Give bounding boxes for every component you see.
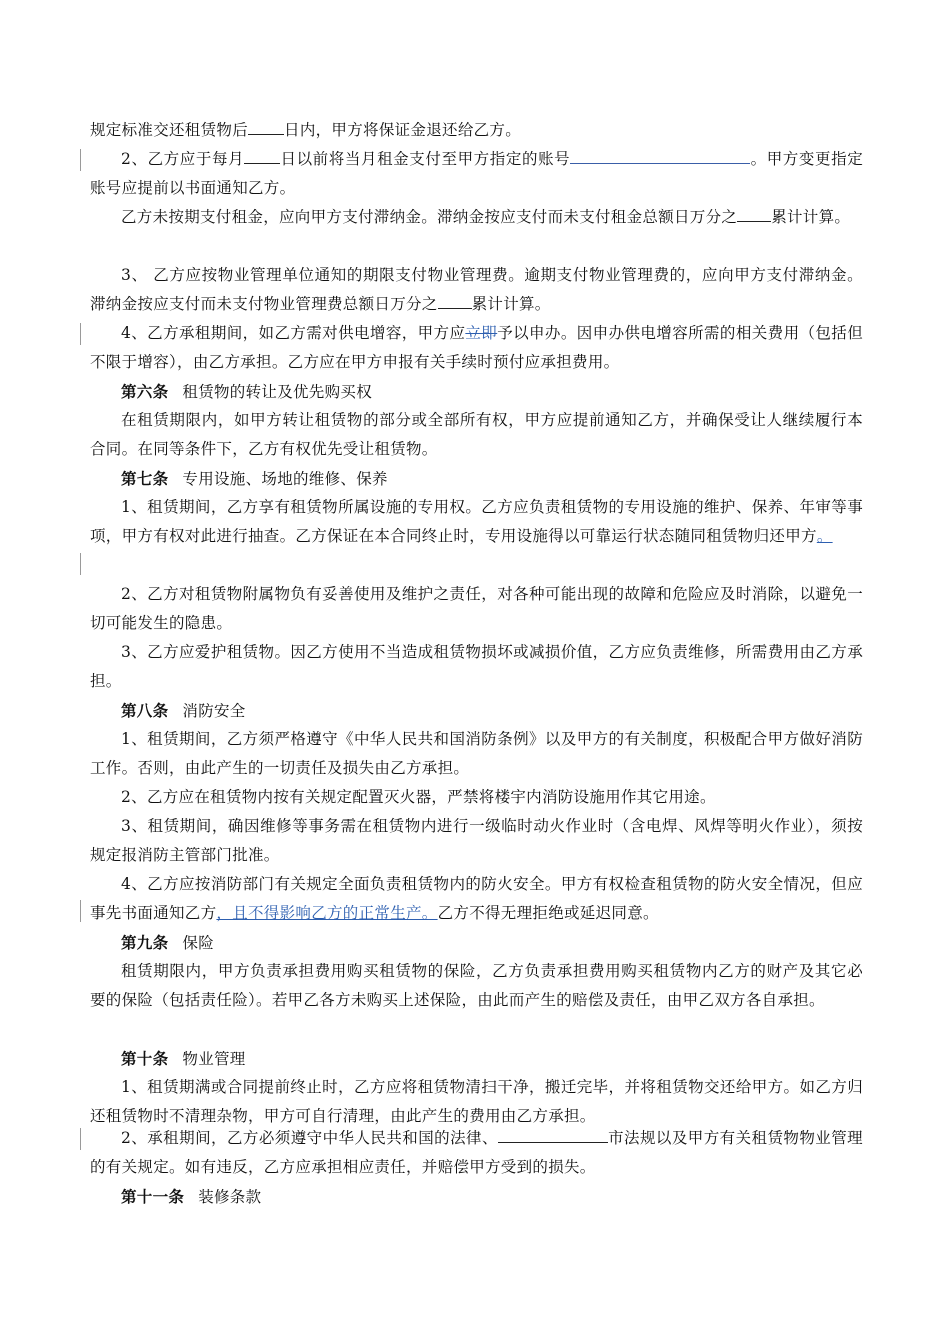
- text: 累计计算。: [771, 208, 851, 226]
- article-8-heading: [90, 696, 863, 726]
- text: 市法规以及甲方有关租赁物物业管理的有关规定。如有违反，乙方应承担相应责任，并赔偿甲方受到的损失。: [90, 1129, 863, 1176]
- blank-field[interactable]: [737, 203, 771, 222]
- tracked-insertion: ，且不得影响乙方的正常生产。: [216, 904, 438, 922]
- revision-change-bar: [80, 149, 81, 171]
- text: 累计计算。: [471, 295, 551, 313]
- article-7-clause-1: [90, 493, 863, 551]
- article-title: 消防安全: [182, 702, 246, 720]
- article-8-clause-2: 2、乙方应在租赁物内按有关规定配置灭火器，严禁将楼宇内消防设施用作其它用途。: [121, 788, 716, 806]
- article-11-heading: [90, 1182, 863, 1212]
- article-number: 第九条: [121, 933, 169, 952]
- text: 。甲方变更指定账号应提前以书面通知乙方。: [90, 150, 864, 197]
- article-8-clause-1: 1、租赁期间，乙方须严格遵守《中华人民共和国消防条例》以及甲方的有关制度，积极配合甲方做好消防工作。否则，由此产生的一切责任及损失由乙方承担。: [90, 730, 863, 777]
- account-number-blank[interactable]: [570, 145, 750, 164]
- text: 2、承租期间，乙方必须遵守中华人民共和国的法律、: [121, 1129, 498, 1147]
- article-9-body: 租赁期限内，甲方负责承担费用购买租赁物的保险，乙方负责承担费用购买租赁物内乙方的财产及其它必要的保险（包括责任险）。若甲乙各方未购买上述保险，由此而产生的赔偿及责任，由甲乙双方各自承担。: [90, 962, 863, 1009]
- article-7-heading: [90, 464, 863, 494]
- article-6-body: 在租赁期限内，如甲方转让租赁物的部分或全部所有权，甲方应提前通知乙方，并确保受让人继续履行本合同。在同等条件下，乙方有权优先受让租赁物。: [90, 411, 863, 458]
- tracked-deletion: 立即: [465, 324, 498, 342]
- paragraph-late-fee: [90, 203, 863, 232]
- revision-change-bar: [80, 323, 81, 345]
- revision-change-bar: [80, 1128, 81, 1150]
- text: 乙方未按期支付租金，应向甲方支付滞纳金。滞纳金按应支付而未支付租金总额日万分之: [121, 208, 738, 226]
- text: 规定标准交还租赁物后: [90, 121, 249, 139]
- revision-change-bar: [80, 553, 81, 575]
- article-7-clause-2: 2、乙方对租赁物附属物负有妥善使用及维护之责任，对各种可能出现的故障和危险应及时消除，以避免一切可能发生的隐患。: [90, 585, 863, 632]
- text: 日以前将当月租金支付至甲方指定的账号: [280, 150, 571, 168]
- article-title: 物业管理: [182, 1050, 246, 1068]
- text: 乙方不得无理拒绝或延迟同意。: [437, 904, 659, 922]
- revision-change-bar: [80, 900, 81, 922]
- blank-field[interactable]: [498, 1124, 608, 1143]
- article-title: 专用设施、场地的维修、保养: [182, 470, 388, 488]
- article-number: 第七条: [121, 469, 169, 488]
- article-number: 第十条: [121, 1049, 169, 1068]
- paragraph-rent-payment: [90, 145, 863, 203]
- article-number: 第十一条: [121, 1187, 185, 1206]
- text: 2、乙方应于每月: [121, 150, 245, 168]
- paragraph-property-fee: [90, 261, 863, 319]
- text: 日内，甲方将保证金退还给乙方。: [284, 121, 522, 139]
- paragraph-deposit-return: [90, 116, 863, 145]
- text: 4、乙方承租期间，如乙方需对供电增容，甲方应: [121, 324, 466, 342]
- blank-field[interactable]: [248, 116, 284, 135]
- article-title: 租赁物的转让及优先购买权: [182, 383, 373, 401]
- blank-field[interactable]: [244, 145, 280, 164]
- article-10-clause-2: [90, 1124, 863, 1182]
- text: 予以申办。因申办供电增容所需的相关费用（包括但不限于增容），由乙方承担。乙方应在甲方申报有关手续时预付应承担费用。: [90, 324, 864, 371]
- article-6-heading: [90, 377, 863, 407]
- article-10-heading: [90, 1044, 863, 1074]
- tracked-insertion: 。: [816, 527, 833, 545]
- text: 1、租赁期间，乙方享有租赁物所属设施的专用权。乙方应负责租赁物的专用设施的维护、保养、年审等事项，甲方有权对此进行抽查。乙方保证在本合同终止时，专用设施得以可靠运行状态随同租赁物归还甲方: [90, 498, 863, 545]
- blank-field[interactable]: [438, 290, 472, 309]
- text: 3、 乙方应按物业管理单位通知的期限支付物业管理费。逾期支付物业管理费的，应向甲方支付滞纳金。滞纳金按应支付而未支付物业管理费总额日万分之: [90, 266, 863, 313]
- article-8-clause-4: [90, 870, 863, 928]
- article-number: 第八条: [121, 701, 169, 720]
- article-8-clause-3: 3、租赁期间，确因维修等事务需在租赁物内进行一级临时动火作业时（含电焊、风焊等明火作业），须按规定报消防主管部门批准。: [90, 817, 863, 864]
- article-title: 装修条款: [198, 1188, 262, 1206]
- article-7-clause-3: 3、乙方应爱护租赁物。因乙方使用不当造成租赁物损坏或减损价值，乙方应负责维修，所需费用由乙方承担。: [90, 643, 863, 690]
- article-number: 第六条: [121, 382, 169, 401]
- article-10-clause-1: 1、租赁期满或合同提前终止时，乙方应将租赁物清扫干净，搬迁完毕，并将租赁物交还给甲方。如乙方归还租赁物时不清理杂物，甲方可自行清理，由此产生的费用由乙方承担。: [90, 1078, 863, 1125]
- article-9-heading: [90, 928, 863, 958]
- text: 4、乙方应按消防部门有关规定全面负责租赁物内的防火安全。甲方有权检查租赁物的防火安全情况，但应事先书面通知乙方: [90, 875, 863, 922]
- article-title: 保险: [182, 934, 215, 952]
- paragraph-power-capacity: [90, 319, 863, 377]
